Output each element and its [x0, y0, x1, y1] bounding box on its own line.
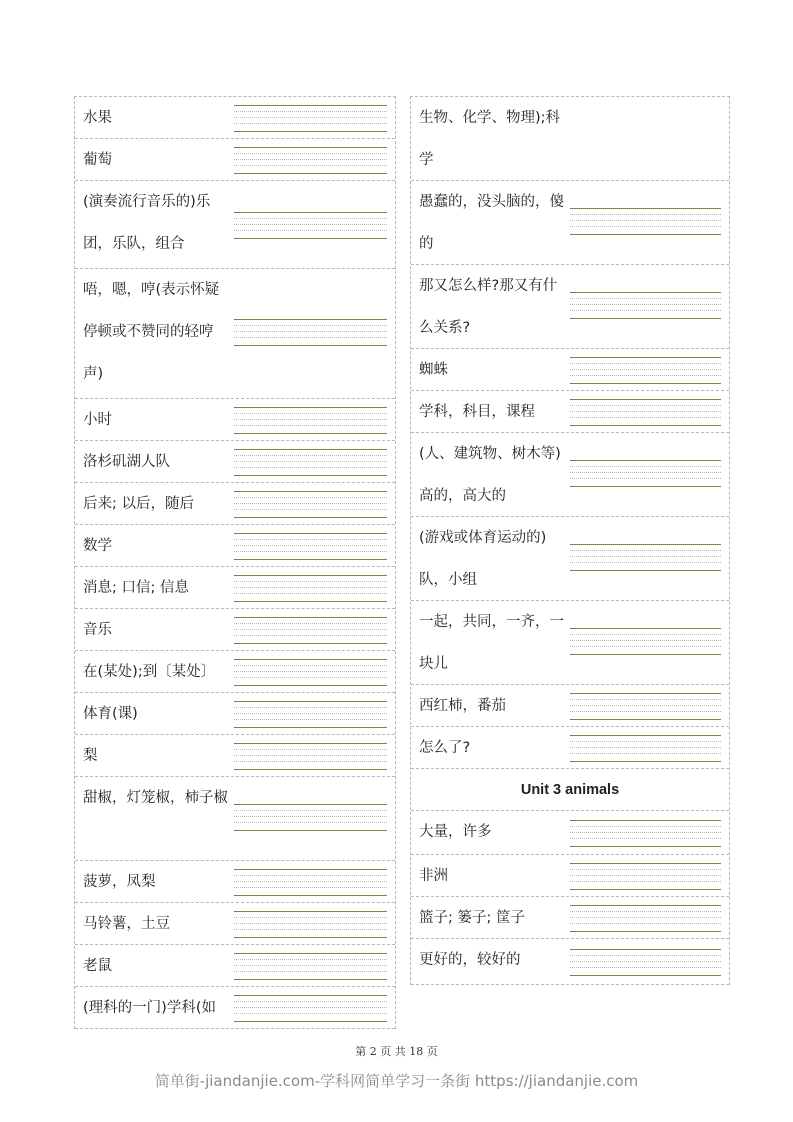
vocab-meaning: (人、建筑物、树木等)高的，高大的	[419, 446, 561, 504]
vocab-meaning: 体育(课)	[83, 706, 138, 722]
writing-line	[570, 889, 721, 890]
writing-line	[570, 472, 721, 473]
writing-line	[234, 822, 387, 823]
unit-heading: Unit 3 animals	[520, 782, 620, 798]
writing-line	[234, 875, 387, 876]
vocab-meaning: 唔，嗯，哼(表示怀疑停顿或不赞同的轻哼声)	[83, 282, 220, 382]
writing-lines[interactable]	[570, 292, 721, 319]
writing-line	[234, 425, 387, 426]
writing-line	[234, 685, 387, 686]
writing-line	[234, 218, 387, 219]
writing-line	[234, 159, 387, 160]
unit-heading-row	[411, 769, 729, 811]
vocab-meaning: 篮子; 篓子; 筐子	[419, 910, 525, 926]
writing-line	[570, 975, 721, 976]
writing-line	[570, 881, 721, 882]
vocab-meaning: 小时	[83, 412, 112, 428]
writing-lines[interactable]	[570, 544, 721, 571]
writing-line	[570, 838, 721, 839]
writing-line	[570, 399, 721, 400]
writing-line	[234, 635, 387, 636]
writing-lines[interactable]	[234, 147, 387, 174]
writing-line	[570, 369, 721, 370]
writing-line	[234, 719, 387, 720]
vocab-meaning: 音乐	[83, 622, 112, 638]
writing-lines[interactable]	[570, 357, 721, 384]
writing-line	[570, 417, 721, 418]
writing-lines[interactable]	[234, 319, 387, 346]
vocab-row	[75, 97, 395, 139]
vocab-meaning: 愚蠢的，没头脑的，傻的	[419, 194, 564, 252]
vocab-row	[411, 265, 729, 349]
writing-line	[570, 628, 721, 629]
writing-line	[234, 995, 387, 996]
vocab-meaning: 在(某处);到〔某处〕	[83, 664, 216, 680]
writing-lines[interactable]	[570, 905, 721, 932]
writing-line	[234, 117, 387, 118]
vocab-meaning: 葡萄	[83, 152, 112, 168]
writing-line	[234, 165, 387, 166]
writing-line	[570, 383, 721, 384]
vocab-row	[75, 399, 395, 441]
writing-line	[234, 517, 387, 518]
vocab-meaning: 菠萝，凤梨	[83, 874, 156, 890]
writing-line	[234, 727, 387, 728]
vocab-row	[411, 685, 729, 727]
writing-line	[234, 830, 387, 831]
writing-line	[570, 761, 721, 762]
writing-line	[234, 643, 387, 644]
writing-line	[234, 911, 387, 912]
writing-line	[234, 105, 387, 106]
vocab-row	[75, 987, 395, 1029]
writing-line	[570, 917, 721, 918]
footer-watermark: 简单街-jiandanjie.com-学科网简单学习一条街 https://jiandanjie.com	[154, 1072, 639, 1090]
vocab-meaning: 更好的，较好的	[419, 952, 521, 968]
writing-lines[interactable]	[234, 449, 387, 476]
writing-line	[234, 629, 387, 630]
vocab-row	[411, 517, 729, 601]
writing-line	[570, 826, 721, 827]
writing-line	[234, 147, 387, 148]
writing-lines[interactable]	[234, 869, 387, 896]
writing-line	[234, 701, 387, 702]
vocab-meaning: 水果	[83, 110, 112, 126]
writing-line	[234, 971, 387, 972]
vocab-meaning: (游戏或体育运动的)队，小组	[419, 530, 547, 588]
writing-line	[234, 319, 387, 320]
vocab-row	[75, 441, 395, 483]
writing-lines[interactable]	[234, 701, 387, 728]
writing-line	[570, 741, 721, 742]
writing-line	[234, 671, 387, 672]
writing-line	[570, 466, 721, 467]
writing-lines[interactable]	[234, 212, 387, 239]
writing-line	[570, 318, 721, 319]
vocab-row	[75, 777, 395, 861]
vocab-row	[411, 433, 729, 517]
vocab-meaning: 蜘蛛	[419, 362, 448, 378]
writing-line	[570, 693, 721, 694]
vocab-row	[411, 391, 729, 433]
writing-lines[interactable]	[570, 949, 721, 976]
writing-line	[234, 959, 387, 960]
writing-line	[570, 747, 721, 748]
writing-line	[570, 961, 721, 962]
vocab-meaning: 学科，科目，课程	[419, 404, 535, 420]
writing-lines[interactable]	[570, 399, 721, 426]
writing-lines[interactable]	[570, 735, 721, 762]
writing-line	[234, 593, 387, 594]
vocab-row	[411, 939, 729, 985]
writing-line	[570, 425, 721, 426]
writing-line	[570, 562, 721, 563]
writing-line	[570, 967, 721, 968]
writing-lines[interactable]	[570, 208, 721, 235]
vocab-meaning: 一起，共同，一齐，一块儿	[419, 614, 564, 672]
vocab-row	[75, 735, 395, 777]
writing-line	[570, 634, 721, 635]
writing-lines[interactable]	[570, 460, 721, 487]
left-vocab-column	[74, 96, 396, 1029]
vocab-meaning: 非洲	[419, 868, 448, 884]
writing-line	[234, 407, 387, 408]
writing-line	[234, 581, 387, 582]
vocab-row	[75, 525, 395, 567]
writing-line	[570, 949, 721, 950]
writing-line	[234, 713, 387, 714]
writing-line	[570, 705, 721, 706]
page-number: 第 2 页 共 18 页	[355, 1045, 438, 1058]
writing-lines[interactable]	[570, 820, 721, 847]
writing-line	[234, 433, 387, 434]
writing-line	[570, 310, 721, 311]
writing-line	[234, 979, 387, 980]
writing-line	[234, 449, 387, 450]
writing-line	[234, 587, 387, 588]
vocab-row	[75, 483, 395, 525]
vocab-meaning: 梨	[83, 748, 98, 764]
writing-line	[234, 881, 387, 882]
writing-line	[234, 345, 387, 346]
writing-line	[570, 570, 721, 571]
vocab-row	[411, 349, 729, 391]
writing-line	[234, 617, 387, 618]
writing-line	[570, 911, 721, 912]
writing-line	[570, 304, 721, 305]
writing-line	[570, 711, 721, 712]
vocab-meaning: 马铃薯，土豆	[83, 916, 170, 932]
writing-line	[234, 1013, 387, 1014]
writing-line	[570, 955, 721, 956]
writing-line	[234, 325, 387, 326]
writing-line	[570, 735, 721, 736]
vocab-row	[75, 139, 395, 181]
writing-line	[234, 965, 387, 966]
writing-line	[234, 804, 387, 805]
writing-line	[234, 331, 387, 332]
writing-line	[234, 575, 387, 576]
vocab-row	[75, 651, 395, 693]
writing-line	[234, 212, 387, 213]
vocab-row	[411, 97, 729, 181]
writing-line	[570, 923, 721, 924]
writing-line	[234, 869, 387, 870]
vocab-row	[411, 601, 729, 685]
writing-lines[interactable]	[570, 863, 721, 890]
vocab-meaning: 数学	[83, 538, 112, 554]
writing-line	[234, 153, 387, 154]
vocab-row	[411, 897, 729, 939]
writing-lines[interactable]	[234, 575, 387, 602]
writing-lines[interactable]	[234, 953, 387, 980]
writing-line	[234, 937, 387, 938]
writing-line	[570, 234, 721, 235]
writing-line	[234, 659, 387, 660]
writing-line	[570, 820, 721, 821]
vocab-row	[75, 861, 395, 903]
writing-line	[234, 545, 387, 546]
writing-line	[570, 863, 721, 864]
writing-lines[interactable]	[234, 659, 387, 686]
writing-line	[234, 230, 387, 231]
vocab-row	[75, 269, 395, 399]
writing-line	[234, 559, 387, 560]
writing-line	[570, 556, 721, 557]
writing-line	[234, 419, 387, 420]
writing-line	[570, 220, 721, 221]
writing-lines[interactable]	[234, 407, 387, 434]
writing-line	[570, 550, 721, 551]
writing-line	[234, 929, 387, 930]
vocab-meaning: (理科的一门)学科(如	[83, 1000, 216, 1016]
vocab-meaning: (演奏流行音乐的)乐团，乐队，组合	[83, 194, 211, 252]
writing-line	[234, 551, 387, 552]
writing-line	[234, 953, 387, 954]
writing-line	[234, 509, 387, 510]
writing-line	[570, 292, 721, 293]
writing-line	[234, 1007, 387, 1008]
writing-line	[234, 238, 387, 239]
writing-line	[570, 226, 721, 227]
vocab-row	[75, 567, 395, 609]
writing-line	[234, 917, 387, 918]
writing-line	[570, 875, 721, 876]
writing-line	[570, 357, 721, 358]
writing-line	[570, 363, 721, 364]
writing-line	[234, 895, 387, 896]
writing-lines[interactable]	[234, 911, 387, 938]
writing-line	[234, 810, 387, 811]
writing-line	[234, 887, 387, 888]
writing-line	[570, 298, 721, 299]
vocab-row	[75, 903, 395, 945]
vocab-row	[411, 181, 729, 265]
writing-line	[234, 461, 387, 462]
vocab-row	[411, 855, 729, 897]
vocab-row	[411, 727, 729, 769]
writing-line	[570, 478, 721, 479]
writing-line	[234, 173, 387, 174]
writing-line	[570, 544, 721, 545]
vocab-meaning: 那又怎么样?那又有什么关系?	[419, 278, 558, 336]
writing-line	[570, 654, 721, 655]
writing-line	[570, 405, 721, 406]
writing-line	[234, 123, 387, 124]
writing-line	[234, 455, 387, 456]
writing-line	[234, 755, 387, 756]
writing-line	[570, 846, 721, 847]
vocab-row	[411, 811, 729, 855]
writing-line	[570, 646, 721, 647]
writing-line	[234, 475, 387, 476]
writing-line	[234, 749, 387, 750]
writing-lines[interactable]	[234, 533, 387, 560]
writing-line	[234, 601, 387, 602]
writing-line	[234, 533, 387, 534]
writing-lines[interactable]	[234, 491, 387, 518]
writing-lines[interactable]	[234, 995, 387, 1022]
writing-line	[570, 753, 721, 754]
writing-line	[234, 923, 387, 924]
writing-line	[570, 375, 721, 376]
vocab-meaning: 后来; 以后，随后	[83, 496, 194, 512]
writing-line	[234, 743, 387, 744]
vocab-meaning: 生物、化学、物理);科学	[419, 110, 561, 168]
writing-line	[234, 539, 387, 540]
vocab-row	[75, 181, 395, 269]
writing-line	[234, 1021, 387, 1022]
vocab-row	[75, 609, 395, 651]
vocab-row	[75, 945, 395, 987]
writing-lines[interactable]	[234, 617, 387, 644]
writing-line	[570, 832, 721, 833]
writing-line	[570, 699, 721, 700]
writing-line	[570, 460, 721, 461]
vocab-meaning: 西红柿，番茄	[419, 698, 506, 714]
writing-line	[570, 719, 721, 720]
writing-line	[234, 224, 387, 225]
writing-line	[570, 869, 721, 870]
vocab-meaning: 洛杉矶湖人队	[83, 454, 170, 470]
writing-lines[interactable]	[234, 804, 387, 831]
writing-line	[234, 761, 387, 762]
writing-line	[570, 931, 721, 932]
vocab-meaning: 消息; 口信; 信息	[83, 580, 189, 596]
writing-line	[234, 491, 387, 492]
writing-line	[234, 111, 387, 112]
writing-line	[570, 208, 721, 209]
vocab-meaning: 大量，许多	[419, 824, 492, 840]
vocab-meaning: 怎么了?	[419, 740, 471, 756]
writing-lines[interactable]	[234, 105, 387, 132]
writing-line	[234, 1001, 387, 1002]
vocab-row	[75, 693, 395, 735]
writing-line	[570, 905, 721, 906]
writing-line	[234, 467, 387, 468]
writing-lines[interactable]	[570, 693, 721, 720]
writing-line	[570, 486, 721, 487]
vocab-meaning: 老鼠	[83, 958, 112, 974]
writing-line	[234, 816, 387, 817]
writing-line	[234, 707, 387, 708]
writing-line	[234, 665, 387, 666]
vocab-meaning: 甜椒，灯笼椒，柿子椒	[83, 790, 228, 806]
writing-line	[234, 769, 387, 770]
right-vocab-column	[410, 96, 730, 985]
writing-lines[interactable]	[570, 628, 721, 655]
writing-line	[570, 411, 721, 412]
writing-line	[234, 337, 387, 338]
writing-line	[570, 214, 721, 215]
writing-line	[234, 131, 387, 132]
writing-line	[234, 503, 387, 504]
writing-lines[interactable]	[234, 743, 387, 770]
writing-line	[234, 623, 387, 624]
writing-line	[570, 640, 721, 641]
writing-line	[234, 497, 387, 498]
writing-line	[234, 677, 387, 678]
writing-line	[234, 413, 387, 414]
